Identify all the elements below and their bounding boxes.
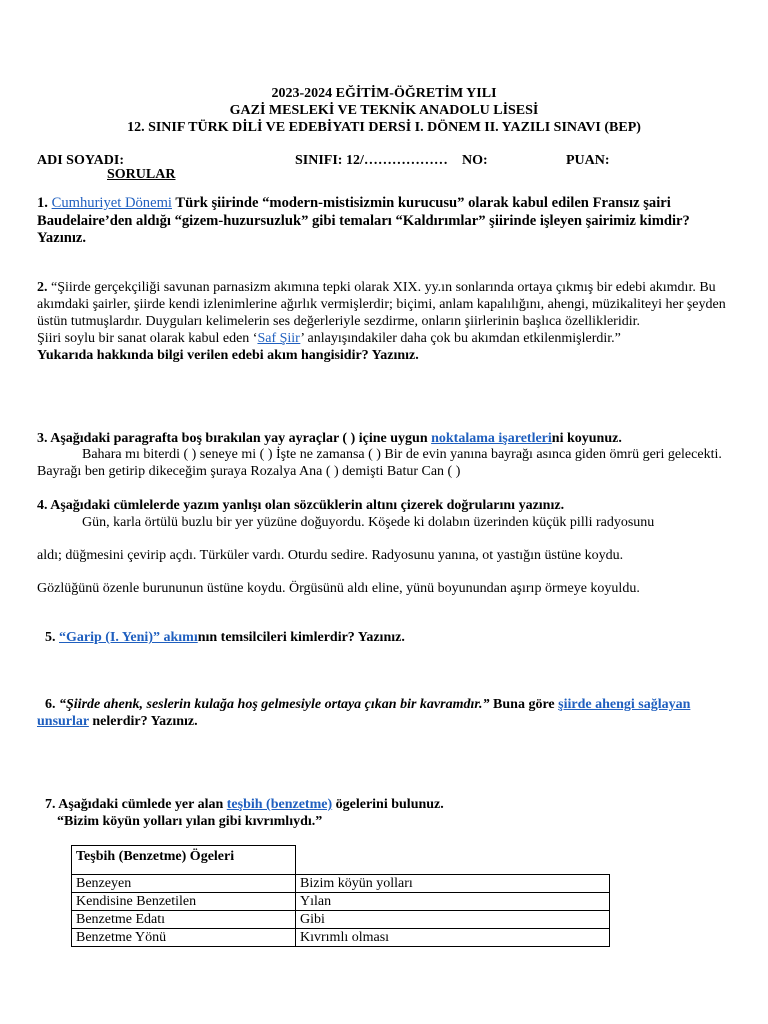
table-row-label: Benzetme Edatı xyxy=(72,911,296,929)
question-2-text: “Şiirde gerçekçiliği savunan parnasizm akımına tepki olarak XIX. yy.ın sonlarında ortaya çıkmış bir edebi akımdır. Bu akımdaki şairler, şiirde kendi izlenimlerine ağırlık vermişlerdir; biçimi, anlam kapalılığını, ahengi, müzikaliteyi her şeyden üstün tutmuşlardır. Duyguları kelimelerin ses değerleriyle sezdirme, onların şiirlerinin başlıca özellikleridir. xyxy=(37,280,726,329)
question-3-post: ni koyunuz. xyxy=(551,431,622,446)
question-1 xyxy=(37,195,727,248)
question-4-line-2: aldı; düğmesini çevirip açdı. Türküler vardı. Oturdu sedire. Radyosunu yanına, ot yastığın üstüne koydu. xyxy=(37,548,624,563)
question-2-number: 2. xyxy=(37,280,51,295)
class-label: SINIFI: 12/……………… xyxy=(295,153,448,168)
table-header-empty-cell xyxy=(296,846,610,875)
table-row xyxy=(72,911,610,929)
number-label: NO: xyxy=(462,153,488,168)
question-2-line2-post: ’ anlayışındakiler daha çok bu akımdan etkilenmişlerdir.” xyxy=(300,331,621,346)
exam-title: 12. SINIF TÜRK DİLİ VE EDEBİYATI DERSİ I. DÖNEM II. YAZILI SINAVI (BEP) xyxy=(127,120,641,135)
question-5-text: nın temsilcileri kimlerdir? Yazınız. xyxy=(197,630,405,645)
table-row-value: Kıvrımlı olması xyxy=(296,929,610,947)
questions-heading: SORULAR xyxy=(107,167,176,182)
question-4-line-3: Gözlüğünü özenle burununun üstüne koydu. Örgüsünü aldı eline, yünü boyunundan aşırıp örmeye koyuldu. xyxy=(37,581,640,596)
table-header-cell: Teşbih (Benzetme) Ögeleri xyxy=(72,846,296,875)
exam-year-title: 2023-2024 EĞİTİM-ÖĞRETİM YILI xyxy=(271,86,497,101)
question-6-mid: Buna göre xyxy=(489,697,559,712)
table-row-label: Kendisine Benzetilen xyxy=(72,893,296,911)
question-6 xyxy=(37,696,727,730)
question-6-link[interactable]: şiirde ahengi sağlayan unsurlar xyxy=(37,697,691,729)
table-row xyxy=(72,893,610,911)
table-row xyxy=(72,875,610,893)
question-4: 4. Aşağıdaki cümlelerde yazım yanlışı olan sözcüklerin altını çizerek doğrularını yazınız. xyxy=(37,498,565,513)
question-6-number: 6. xyxy=(45,697,59,712)
question-3 xyxy=(37,430,727,447)
question-3-link[interactable]: noktalama işaretleri xyxy=(431,431,552,446)
simile-elements-table xyxy=(71,845,610,947)
question-6-quote: “Şiirde ahenk, seslerin kulağa hoş gelmesiyle ortaya çıkan bir kavramdır.” xyxy=(59,697,490,712)
question-7-sentence: “Bizim köyün yolları yılan gibi kıvrımlıydı.” xyxy=(57,814,323,829)
question-7-post: ögelerini bulunuz. xyxy=(332,797,444,812)
question-5-link[interactable]: “Garip (I. Yeni)” akımı xyxy=(59,630,198,645)
question-6-text: nelerdir? Yazınız. xyxy=(88,714,198,729)
question-3-paragraph: Bahara mı biterdi ( ) seneye mi ( ) İşte ne zamansa ( ) Bir de evin yanına bayrağı asınca giden ömrü geri gelecekti. Bayrağı ben getirip dikeceğim şuraya Rozalya Ana ( ) demişti Batur Can ( ) xyxy=(37,447,722,479)
question-4-line-1: Gün, karla örtülü buzlu bir yer yüzüne doğuyordu. Köşede ki dolabın üzerinden küçük pilli radyosunu xyxy=(82,515,655,530)
question-2-line2-pre: Şiiri soylu bir sanat olarak kabul eden ‘ xyxy=(37,331,258,346)
question-1-text: Türk şiirinde “modern-mistisizmin kurucusu” olarak kabul edilen Fransız şairi Baudelaire’den aldığı “gizem-huzursuzluk” gibi temaları “Kaldırımlar” şiirinde işleyen şairimiz kimdir? Yazınız. xyxy=(37,195,690,246)
question-7 xyxy=(45,796,444,813)
school-name: GAZİ MESLEKİ VE TEKNİK ANADOLU LİSESİ xyxy=(229,103,539,118)
table-row-value: Gibi xyxy=(296,911,610,929)
question-5 xyxy=(45,629,405,646)
table-header-row xyxy=(72,846,610,875)
question-2 xyxy=(37,279,727,364)
question-3-pre: 3. Aşağıdaki paragrafta boş bırakılan yay ayraçlar ( ) içine uygun xyxy=(37,431,432,446)
score-label: PUAN: xyxy=(566,153,610,168)
table-row-value: Yılan xyxy=(296,893,610,911)
question-7-link[interactable]: teşbih (benzetme) xyxy=(226,797,333,812)
table-row-label: Benzetme Yönü xyxy=(72,929,296,947)
question-1-link[interactable]: Cumhuriyet Dönemi xyxy=(51,195,172,211)
question-2-link[interactable]: Saf Şiir xyxy=(257,331,301,346)
question-1-number: 1. xyxy=(37,195,52,211)
question-2-prompt: Yukarıda hakkında bilgi verilen edebi akım hangisidir? Yazınız. xyxy=(37,348,419,363)
question-7-pre: 7. Aşağıdaki cümlede yer alan xyxy=(45,797,227,812)
name-label: ADI SOYADI: xyxy=(37,153,125,168)
table-row-label: Benzeyen xyxy=(72,875,296,893)
table-row xyxy=(72,929,610,947)
question-5-number: 5. xyxy=(45,630,59,645)
table-row-value: Bizim köyün yolları xyxy=(296,875,610,893)
